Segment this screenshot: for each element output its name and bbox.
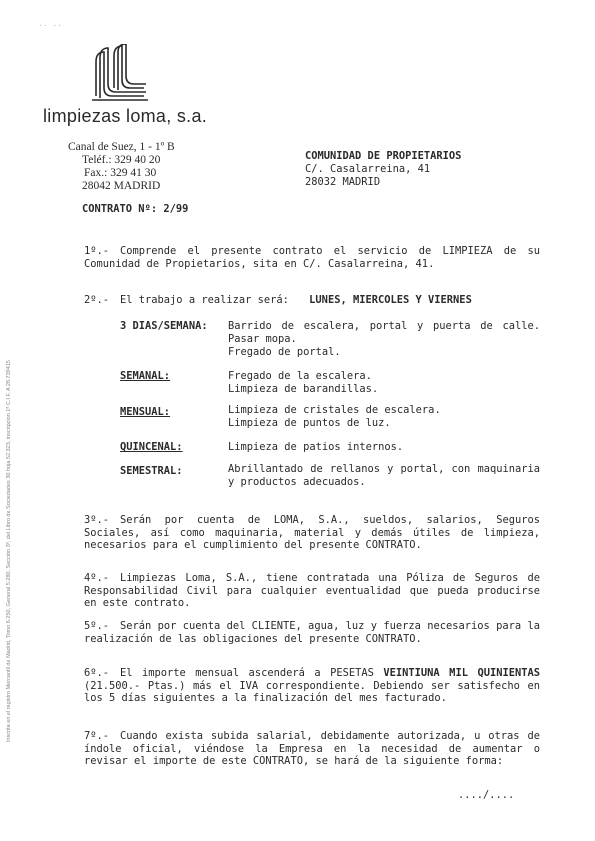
clause-text: El importe mensual ascenderá a PESETAS bbox=[120, 667, 374, 679]
clause-5 bbox=[84, 620, 540, 645]
clause-text: Cuando exista subida salarial, debidamente autorizada, u otras de índole oficial, viéndose la Empresa en la necesidad de aumentar o revisar el importe de este CONTRATO, se hará de la siguiente forma: bbox=[84, 730, 540, 768]
clause-lead: El trabajo a realizar será: bbox=[120, 294, 289, 306]
clause-number: 3º.- bbox=[84, 514, 110, 526]
schedule-task: Fregado de portal. bbox=[228, 346, 341, 358]
address-fax: Fax.: 329 41 30 bbox=[84, 167, 157, 179]
clause-number: 2º.- bbox=[84, 294, 110, 306]
address-city: 28042 MADRID bbox=[82, 180, 161, 192]
top-mark: ·· ·· bbox=[38, 21, 63, 30]
recipient-street: C/. Casalarreina, 41 bbox=[305, 163, 431, 175]
schedule-label: SEMESTRAL: bbox=[120, 465, 183, 477]
schedule-label: SEMANAL: bbox=[120, 370, 171, 382]
amount-in-words: VEINTIUNA MIL QUINIENTAS bbox=[383, 667, 540, 679]
clause-text: Comprende el presente contrato el servicio de LIMPIEZA de su Comunidad de Propietarios, sita en C/. Casalarreina, 41. bbox=[84, 245, 540, 270]
company-logo bbox=[88, 44, 150, 102]
recipient-name: COMUNIDAD DE PROPIETARIOS bbox=[305, 150, 462, 162]
clause-6 bbox=[84, 667, 540, 705]
registry-note: Inscrita en el registro Mercantil de Madrid, Tomo 6.250, General 5.280, Sección 3ª, del Libro de Sociedades 30 hoja 52.323, inscripcion 1ª C.I.F. A 28.739415 bbox=[6, 360, 12, 742]
clause-text: (21.500.- Ptas.) más el IVA correspondiente. Debiendo ser satisfecho en los 5 días siguientes a la finalización del mes facturado. bbox=[84, 679, 540, 705]
continuation-mark: ..../.... bbox=[458, 789, 515, 801]
schedule-label: MENSUAL: bbox=[120, 406, 171, 418]
clause-number: 4º.- bbox=[84, 572, 110, 584]
schedule-task: Limpieza de puntos de luz. bbox=[228, 417, 391, 429]
schedule-task: Fregado de la escalera. bbox=[228, 370, 372, 382]
schedule-task: Limpieza de patios internos. bbox=[228, 441, 404, 453]
clause-2 bbox=[84, 294, 540, 307]
schedule-label: 3 DIAS/SEMANA: bbox=[120, 320, 208, 332]
clause-7 bbox=[84, 730, 540, 768]
work-days: LUNES, MIERCOLES Y VIERNES bbox=[309, 294, 472, 306]
address-phone: Teléf.: 329 40 20 bbox=[82, 154, 161, 166]
schedule-label: QUINCENAL: bbox=[120, 441, 183, 453]
clause-number: 1º.- bbox=[84, 245, 110, 257]
clause-4 bbox=[84, 572, 540, 610]
clause-3 bbox=[84, 514, 540, 552]
clause-number: 6º.- bbox=[84, 667, 110, 679]
clause-number: 7º.- bbox=[84, 730, 110, 742]
address-street: Canal de Suez, 1 - 1º B bbox=[68, 141, 175, 153]
company-name: limpiezas loma, s.a. bbox=[43, 106, 208, 126]
schedule-task: Limpieza de barandillas. bbox=[228, 383, 379, 395]
clause-1 bbox=[84, 245, 540, 270]
clause-text: Serán por cuenta de LOMA, S.A., sueldos, salarios, Seguros Sociales, así como maquinaria, material y demás útiles de limpieza, necesarios para el cumplimiento del presente CONTRATO. bbox=[84, 514, 540, 552]
recipient-city: 28032 MADRID bbox=[305, 176, 381, 188]
schedule-task: Abrillantado de rellanos y portal, con maquinaria y productos adecuados. bbox=[228, 463, 540, 488]
contract-number: CONTRATO Nº: 2/99 bbox=[82, 203, 189, 215]
clause-text: Limpiezas Loma, S.A., tiene contratada una Póliza de Seguros de Responsabilidad Civil para cualquier eventualidad que pueda producirse en este contrato. bbox=[84, 572, 540, 610]
clause-text: Serán por cuenta del CLIENTE, agua, luz y fuerza necesarios para la realización de las obligaciones del presente CONTRATO. bbox=[84, 620, 540, 645]
schedule-task: Limpieza de cristales de escalera. bbox=[228, 404, 441, 416]
schedule-task: Barrido de escalera, portal y puerta de calle. Pasar mopa. bbox=[228, 320, 540, 345]
clause-number: 5º.- bbox=[84, 620, 110, 632]
